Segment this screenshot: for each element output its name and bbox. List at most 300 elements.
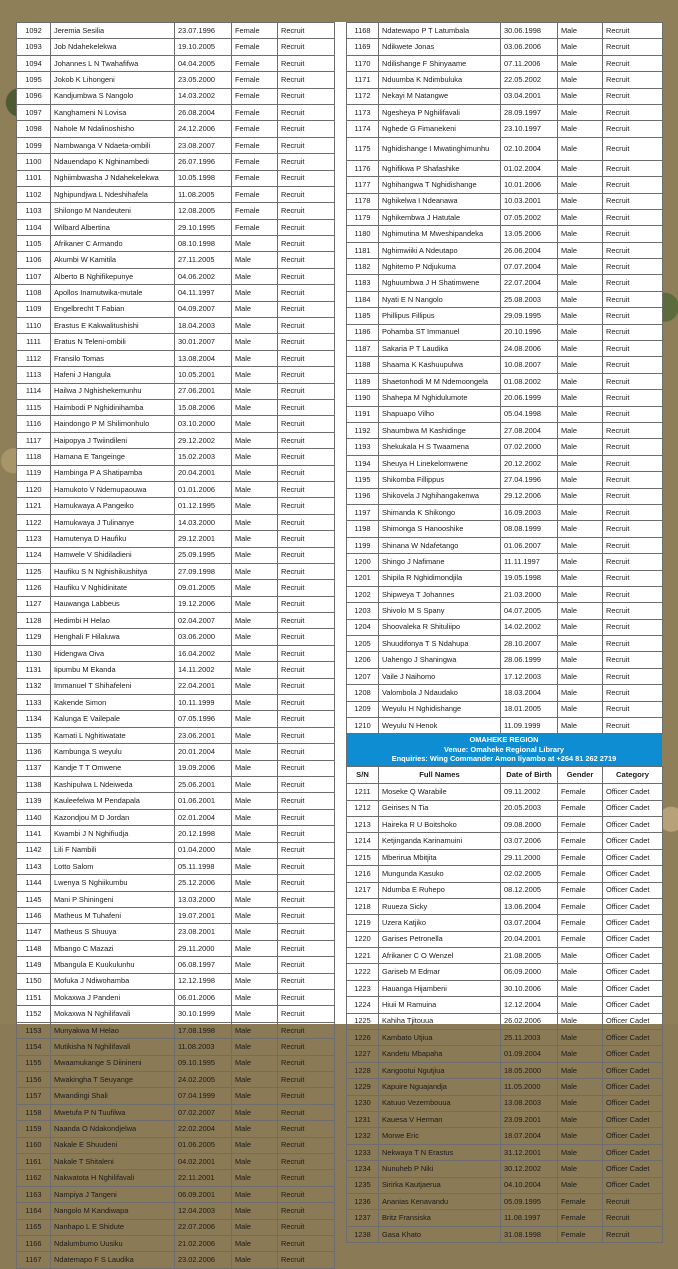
cell-sn: 1182 (347, 259, 379, 275)
cell-category: Recruit (603, 422, 663, 438)
cell-gender: Male (232, 318, 278, 334)
cell-sn: 1139 (17, 793, 51, 809)
cell-sn: 1118 (17, 449, 51, 465)
cell-category: Recruit (278, 596, 335, 612)
cell-date-of-birth: 28.10.2007 (501, 636, 558, 652)
table-row (17, 1072, 335, 1088)
cell-sn: 1164 (17, 1203, 51, 1219)
cell-gender: Male (232, 498, 278, 514)
cell-sn: 1123 (17, 531, 51, 547)
cell-gender: Male (558, 439, 603, 455)
cell-sn: 1126 (17, 580, 51, 596)
cell-sn: 1100 (17, 154, 51, 170)
cell-sn: 1109 (17, 301, 51, 317)
table-row (347, 504, 663, 520)
cell-full-name: Kakende Simon (51, 695, 175, 711)
cell-sn: 1124 (17, 547, 51, 563)
cell-full-name: Mani P Shiningeni (51, 891, 175, 907)
cell-gender: Male (558, 373, 603, 389)
cell-date-of-birth: 17.08.1998 (175, 1022, 232, 1038)
cell-sn: 1097 (17, 104, 51, 120)
cell-full-name: Kazondjou M D Jordan (51, 809, 175, 825)
cell-gender: Male (232, 744, 278, 760)
cell-full-name: Uzera Katjiko (379, 915, 501, 931)
cell-gender: Male (232, 1235, 278, 1251)
cell-category: Recruit (278, 23, 335, 39)
cell-full-name: Nghede G Fimanekeni (379, 121, 501, 137)
cell-sn: 1217 (347, 882, 379, 898)
cell-category: Recruit (278, 695, 335, 711)
cell-gender: Male (232, 301, 278, 317)
cell-date-of-birth: 10.05.2001 (175, 367, 232, 383)
cell-date-of-birth: 22.07.2004 (501, 275, 558, 291)
cell-gender: Female (558, 784, 603, 800)
cell-full-name: Haimbodi P Nghidinihamba (51, 399, 175, 415)
table-row (17, 842, 335, 858)
cell-gender: Male (232, 1039, 278, 1055)
cell-sn: 1184 (347, 291, 379, 307)
cell-gender: Male (558, 160, 603, 176)
cell-date-of-birth: 10.11.1999 (175, 695, 232, 711)
cell-category: Recruit (603, 537, 663, 553)
cell-full-name: Haireka R U Boitshoko (379, 816, 501, 832)
table-row (17, 219, 335, 235)
cell-full-name: Alberto B Nghifikepunye (51, 268, 175, 284)
cell-date-of-birth: 06.01.2006 (175, 990, 232, 1006)
cell-full-name: Jeremia Sesilia (51, 23, 175, 39)
cell-date-of-birth: 20.12.1998 (175, 826, 232, 842)
cell-category: Recruit (278, 1104, 335, 1120)
cell-gender: Female (232, 88, 278, 104)
cell-category: Recruit (278, 711, 335, 727)
cell-category: Officer Cadet (603, 1095, 663, 1111)
cell-full-name: Hailwa J Nghishekemunhu (51, 383, 175, 399)
cell-date-of-birth: 03.04.2001 (501, 88, 558, 104)
cell-gender: Male (232, 727, 278, 743)
cell-sn: 1231 (347, 1111, 379, 1127)
cell-category: Recruit (603, 291, 663, 307)
cell-category: Recruit (603, 718, 663, 734)
cell-sn: 1171 (347, 72, 379, 88)
cell-date-of-birth: 10.05.1998 (175, 170, 232, 186)
cell-gender: Female (558, 1210, 603, 1226)
cell-sn: 1107 (17, 268, 51, 284)
cell-full-name: Hiuii M Ramuina (379, 997, 501, 1013)
cell-full-name: Nghifikwa P Shafashike (379, 160, 501, 176)
cell-gender: Male (558, 242, 603, 258)
cell-date-of-birth: 01.08.2002 (501, 373, 558, 389)
table-row (17, 662, 335, 678)
cell-gender: Male (232, 514, 278, 530)
cell-full-name: Mokaxwa J Pandeni (51, 990, 175, 1006)
cell-date-of-birth: 26.07.1996 (175, 154, 232, 170)
cell-sn: 1236 (347, 1193, 379, 1209)
cell-category: Recruit (278, 973, 335, 989)
cell-sn: 1122 (17, 514, 51, 530)
cell-full-name: Nekwaya T N Erastus (379, 1144, 501, 1160)
table-row (17, 72, 335, 88)
table-row (17, 514, 335, 530)
cell-gender: Male (558, 177, 603, 193)
table-row (17, 1006, 335, 1022)
cell-date-of-birth: 23.08.2007 (175, 137, 232, 153)
cell-full-name: Shaetonhodi M M Ndemoongela (379, 373, 501, 389)
cell-gender: Male (232, 236, 278, 252)
cell-sn: 1200 (347, 554, 379, 570)
cell-full-name: Nghuumbwa J H Shatimwene (379, 275, 501, 291)
cell-category: Recruit (278, 432, 335, 448)
table-row (17, 1235, 335, 1251)
region-title: OMAHEKE REGION (469, 735, 539, 745)
cell-sn: 1099 (17, 137, 51, 153)
cell-gender: Male (558, 308, 603, 324)
cell-full-name: Katuuo Vezembouua (379, 1095, 501, 1111)
cell-sn: 1144 (17, 875, 51, 891)
cell-date-of-birth: 07.07.2004 (501, 259, 558, 275)
table-row (17, 826, 335, 842)
cell-full-name: Kwambi J N Nghifiudja (51, 826, 175, 842)
cell-date-of-birth: 28.09.1997 (501, 104, 558, 120)
cell-sn: 1237 (347, 1210, 379, 1226)
cell-date-of-birth: 12.08.2005 (175, 203, 232, 219)
cell-category: Officer Cadet (603, 931, 663, 947)
cell-full-name: Job Ndahekelekwa (51, 39, 175, 55)
cell-category: Officer Cadet (603, 833, 663, 849)
table-row (17, 137, 335, 153)
table-row (17, 580, 335, 596)
cell-date-of-birth: 21.03.2000 (501, 586, 558, 602)
cell-gender: Male (232, 1137, 278, 1153)
header-gender: Gender (558, 767, 603, 784)
table-row (347, 209, 663, 225)
cell-date-of-birth: 27.09.1998 (175, 563, 232, 579)
table-row (347, 619, 663, 635)
cell-gender: Male (232, 350, 278, 366)
cell-date-of-birth: 23.07.1996 (175, 23, 232, 39)
table-row (347, 23, 663, 39)
table-row (17, 23, 335, 39)
table-row (17, 1219, 335, 1235)
table-row (347, 1062, 663, 1078)
cell-full-name: Shahepa M Nghidulumote (379, 390, 501, 406)
region-enquiries: Enquiries: Wing Commander Amon Iiyambo at +264 81 262 2719 (391, 753, 617, 763)
cell-date-of-birth: 23.02.2006 (175, 1252, 232, 1268)
cell-date-of-birth: 06.08.1997 (175, 957, 232, 973)
cell-full-name: Afrikaner C O Wenzel (379, 948, 501, 964)
cell-full-name: Lotto Salom (51, 858, 175, 874)
cell-gender: Male (558, 603, 603, 619)
cell-full-name: Kandje T T Omwene (51, 760, 175, 776)
cell-date-of-birth: 01.06.2007 (501, 537, 558, 553)
cell-sn: 1103 (17, 203, 51, 219)
cell-sn: 1190 (347, 390, 379, 406)
cell-sn: 1191 (347, 406, 379, 422)
cell-full-name: Kalunga E Vailepale (51, 711, 175, 727)
header-row (347, 767, 663, 784)
table-row (17, 301, 335, 317)
cell-category: Recruit (603, 373, 663, 389)
header-date-of-birth: Date of Birth (501, 767, 558, 784)
cell-category: Recruit (278, 990, 335, 1006)
cell-gender: Male (232, 399, 278, 415)
cell-category: Officer Cadet (603, 964, 663, 980)
right-table-b-body (347, 784, 663, 1243)
cell-date-of-birth: 27.06.2001 (175, 383, 232, 399)
cell-category: Recruit (278, 563, 335, 579)
cell-full-name: Garises Petronella (379, 931, 501, 947)
cell-category: Recruit (278, 662, 335, 678)
cell-sn: 1120 (17, 481, 51, 497)
cell-gender: Male (558, 88, 603, 104)
cell-category: Recruit (603, 472, 663, 488)
cell-date-of-birth: 25.09.1995 (175, 547, 232, 563)
cell-sn: 1179 (347, 209, 379, 225)
table-row (17, 875, 335, 891)
cell-full-name: Kangootui Ngutjiua (379, 1062, 501, 1078)
cell-gender: Male (232, 629, 278, 645)
cell-gender: Male (558, 521, 603, 537)
table-row (17, 1121, 335, 1137)
cell-gender: Male (558, 137, 603, 160)
cell-full-name: Hafeni J Hangula (51, 367, 175, 383)
table-row (17, 1022, 335, 1038)
recruitment-list-sheet (16, 22, 662, 1265)
cell-date-of-birth: 30.10.2006 (501, 980, 558, 996)
cell-category: Recruit (603, 193, 663, 209)
cell-full-name: Mbango C Mazazi (51, 940, 175, 956)
cell-gender: Male (558, 1128, 603, 1144)
cell-full-name: Ketjinganda Karinamuini (379, 833, 501, 849)
cell-category: Recruit (278, 104, 335, 120)
cell-full-name: Nduumba K Ndimbuluka (379, 72, 501, 88)
table-row (17, 596, 335, 612)
cell-gender: Male (558, 1046, 603, 1062)
table-row (347, 88, 663, 104)
table-row (17, 727, 335, 743)
cell-date-of-birth: 30.06.1998 (501, 23, 558, 39)
cell-sn: 1173 (347, 104, 379, 120)
cell-gender: Female (558, 882, 603, 898)
cell-sn: 1131 (17, 662, 51, 678)
cell-date-of-birth: 09.11.2002 (501, 784, 558, 800)
table-row (347, 685, 663, 701)
cell-gender: Male (232, 645, 278, 661)
table-row (347, 341, 663, 357)
cell-full-name: Nghipundjwa L Ndeshihafela (51, 186, 175, 202)
cell-category: Recruit (278, 531, 335, 547)
table-row (17, 1137, 335, 1153)
cell-date-of-birth: 11.11.1997 (501, 554, 558, 570)
cell-sn: 1152 (17, 1006, 51, 1022)
table-row (347, 242, 663, 258)
cell-full-name: Matheus M Tuhafeni (51, 908, 175, 924)
cell-full-name: Ndatewapo P T Latumbala (379, 23, 501, 39)
cell-sn: 1115 (17, 399, 51, 415)
cell-date-of-birth: 07.02.2000 (501, 439, 558, 455)
cell-sn: 1206 (347, 652, 379, 668)
cell-gender: Male (232, 1088, 278, 1104)
cell-sn: 1208 (347, 685, 379, 701)
table-row (17, 645, 335, 661)
cell-date-of-birth: 30.12.2002 (501, 1161, 558, 1177)
cell-full-name: Mokaxwa N Nghilifavali (51, 1006, 175, 1022)
table-row (17, 908, 335, 924)
cell-sn: 1134 (17, 711, 51, 727)
cell-category: Officer Cadet (603, 784, 663, 800)
cell-gender: Male (232, 1186, 278, 1202)
table-row (347, 718, 663, 734)
cell-category: Recruit (603, 160, 663, 176)
table-row (17, 1170, 335, 1186)
cell-sn: 1204 (347, 619, 379, 635)
cell-gender: Female (232, 219, 278, 235)
cell-full-name: Nghimutina M Mweshipandeka (379, 226, 501, 242)
cell-category: Recruit (278, 842, 335, 858)
cell-sn: 1136 (17, 744, 51, 760)
table-row (17, 399, 335, 415)
cell-category: Recruit (603, 390, 663, 406)
cell-date-of-birth: 19.09.2006 (175, 760, 232, 776)
cell-full-name: Fransilo Tomas (51, 350, 175, 366)
cell-category: Recruit (278, 793, 335, 809)
cell-sn: 1114 (17, 383, 51, 399)
cell-gender: Male (558, 718, 603, 734)
table-row (347, 308, 663, 324)
cell-gender: Male (232, 1022, 278, 1038)
cell-sn: 1153 (17, 1022, 51, 1038)
cell-category: Recruit (603, 554, 663, 570)
cell-full-name: Wilbard Albertina (51, 219, 175, 235)
cell-date-of-birth: 14.03.2000 (175, 514, 232, 530)
cell-gender: Male (558, 104, 603, 120)
left-column (16, 22, 334, 1269)
cell-gender: Female (232, 39, 278, 55)
cell-date-of-birth: 08.10.1998 (175, 236, 232, 252)
cell-category: Recruit (278, 88, 335, 104)
table-row (347, 521, 663, 537)
cell-gender: Male (558, 537, 603, 553)
cell-sn: 1155 (17, 1055, 51, 1071)
cell-date-of-birth: 20.01.2004 (175, 744, 232, 760)
cell-full-name: Weyulu N Henok (379, 718, 501, 734)
table-row (17, 334, 335, 350)
cell-full-name: Nanhapo L E Shidute (51, 1219, 175, 1235)
cell-gender: Male (232, 793, 278, 809)
cell-gender: Male (232, 580, 278, 596)
cell-sn: 1111 (17, 334, 51, 350)
cell-category: Recruit (278, 268, 335, 284)
cell-sn: 1194 (347, 455, 379, 471)
header-category: Category (603, 767, 663, 784)
cell-gender: Male (558, 390, 603, 406)
cell-date-of-birth: 01.02.2004 (501, 160, 558, 176)
cell-sn: 1232 (347, 1128, 379, 1144)
cell-category: Recruit (278, 645, 335, 661)
table-row (17, 432, 335, 448)
cell-sn: 1189 (347, 373, 379, 389)
cell-sn: 1116 (17, 416, 51, 432)
cell-category: Recruit (278, 1088, 335, 1104)
cell-full-name: Shekukala H S Twaamena (379, 439, 501, 455)
cell-date-of-birth: 24.08.2006 (501, 341, 558, 357)
cell-date-of-birth: 07.02.2007 (175, 1104, 232, 1120)
cell-gender: Male (232, 449, 278, 465)
cell-full-name: Phillipus Fillipus (379, 308, 501, 324)
cell-date-of-birth: 23.10.1997 (501, 121, 558, 137)
cell-category: Recruit (603, 685, 663, 701)
table-row (347, 1111, 663, 1127)
cell-sn: 1113 (17, 367, 51, 383)
cell-sn: 1154 (17, 1039, 51, 1055)
cell-gender: Male (232, 891, 278, 907)
cell-gender: Male (232, 695, 278, 711)
cell-gender: Male (232, 481, 278, 497)
table-row (17, 481, 335, 497)
cell-date-of-birth: 01.09.2004 (501, 1046, 558, 1062)
cell-category: Recruit (278, 498, 335, 514)
cell-gender: Male (232, 547, 278, 563)
cell-gender: Male (558, 701, 603, 717)
cell-date-of-birth: 10.03.2001 (501, 193, 558, 209)
cell-full-name: Kamati L Nghitiwatate (51, 727, 175, 743)
cell-sn: 1149 (17, 957, 51, 973)
cell-date-of-birth: 18.03.2004 (501, 685, 558, 701)
cell-gender: Female (232, 23, 278, 39)
cell-category: Officer Cadet (603, 882, 663, 898)
table-row (347, 784, 663, 800)
table-row (17, 367, 335, 383)
cell-sn: 1174 (347, 121, 379, 137)
cell-gender: Female (232, 186, 278, 202)
cell-full-name: Nghiimbwasha J Ndahekelekwa (51, 170, 175, 186)
cell-sn: 1215 (347, 849, 379, 865)
cell-date-of-birth: 01.12.1995 (175, 498, 232, 514)
table-row (347, 104, 663, 120)
cell-full-name: Shaumbwa M Kashidinge (379, 422, 501, 438)
cell-gender: Male (558, 1013, 603, 1029)
right-table-a (346, 22, 663, 734)
cell-date-of-birth: 23.09.2001 (501, 1111, 558, 1127)
cell-full-name: Hauanga Hijambeni (379, 980, 501, 996)
cell-gender: Male (232, 662, 278, 678)
cell-date-of-birth: 22.07.2006 (175, 1219, 232, 1235)
table-row (347, 1030, 663, 1046)
table-row (17, 318, 335, 334)
cell-category: Recruit (603, 1193, 663, 1209)
cell-date-of-birth: 11.08.2003 (175, 1039, 232, 1055)
cell-date-of-birth: 25.12.2006 (175, 875, 232, 891)
cell-date-of-birth: 03.07.2006 (501, 833, 558, 849)
cell-category: Recruit (278, 957, 335, 973)
cell-category: Recruit (278, 760, 335, 776)
cell-date-of-birth: 29.10.1995 (175, 219, 232, 235)
table-row (347, 898, 663, 914)
cell-sn: 1163 (17, 1186, 51, 1202)
cell-date-of-birth: 29.11.2000 (501, 849, 558, 865)
cell-full-name: Kashipulwa L Ndeiweda (51, 776, 175, 792)
table-row (347, 373, 663, 389)
cell-full-name: Hamutenya D Haufiku (51, 531, 175, 547)
cell-date-of-birth: 30.01.2007 (175, 334, 232, 350)
cell-sn: 1161 (17, 1153, 51, 1169)
table-row (17, 186, 335, 202)
cell-sn: 1221 (347, 948, 379, 964)
cell-gender: Male (558, 341, 603, 357)
cell-gender: Male (232, 711, 278, 727)
cell-full-name: Haindongo P M Shilimonhulo (51, 416, 175, 432)
cell-gender: Male (232, 1252, 278, 1268)
cell-sn: 1195 (347, 472, 379, 488)
